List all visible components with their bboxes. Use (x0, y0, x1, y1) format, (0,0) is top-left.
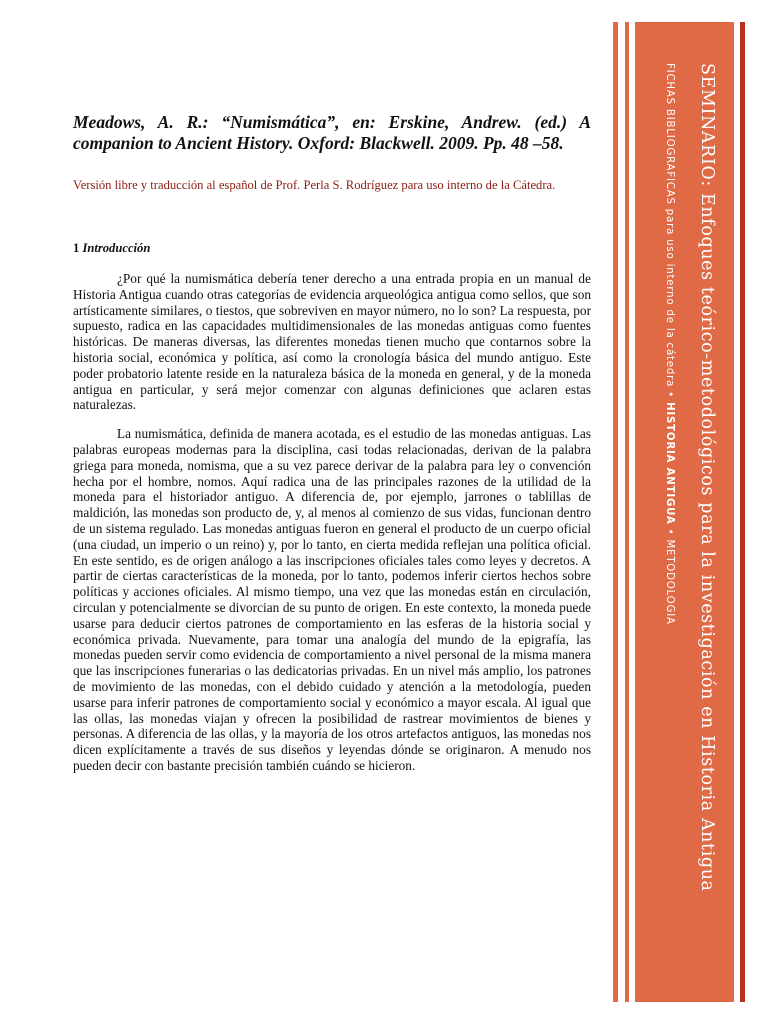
document-body (73, 112, 591, 787)
sidebar-subtitle-metodologia: METODOLOGIA (664, 539, 675, 625)
sidebar-seminar-title: SEMINARIO: Enfoques teórico-metodológicos para la investigación en Historia Antigua (697, 63, 717, 892)
sidebar-subtitle (664, 63, 675, 625)
sidebar-stripe-thin-1 (613, 22, 618, 1002)
sidebar-band-dark (740, 22, 745, 1002)
citation-title: Meadows, A. R.: “Numismática”, en: Erskine, Andrew. (ed.) A companion to Ancient History. Oxford: Blackwell. 2009. Pp. 48 –58. (73, 112, 591, 153)
section-number: 1 (73, 241, 80, 255)
translation-note: Versión libre y traducción al español de Prof. Perla S. Rodríguez para uso interno de la Cátedra. (73, 178, 556, 192)
sidebar-subtitle-historia: HISTORIA ANTIGUA (664, 402, 675, 525)
sidebar-separator-2: • (664, 524, 675, 540)
sidebar-band-main (635, 22, 734, 1002)
sidebar-subtitle-fichas: FICHAS BIBLIOGRAFICAS para uso interno de la cátedra (664, 63, 675, 388)
section-heading (73, 240, 591, 257)
paragraph-1: ¿Por qué la numismática debería tener derecho a una entrada propia en un manual de Historia Antigua cuando otras categorías de evidencia arqueológica antigua como sellos, que son artísticamente similares, o tiestos, que sobreviven en mayor número, no lo son? La respuesta, por supuesto, radica en las capacidades multidimensionales de las monedas antiguas como fuentes históricas. De maneras diversas, las diferentes monedas tienen mucho que contarnos sobre la historia social, económica y política, así como la cronología básica del mundo antiguo. Este poder probatorio latente reside en la naturaleza básica de la moneda en general, y de la moneda antigua en particular, y será mejor comenzar con algunas definiciones que aclaren estas naturalezas. (73, 271, 591, 413)
paragraph-2: La numismática, definida de manera acotada, es el estudio de las monedas antiguas. Las palabras europeas modernas para la disciplina, casi todas relacionadas, derivan de la palabra griega para moneda, nomisma, que a su vez parece derivar de la palabra para ley o convención hecha por el hombre, nomos. Aquí radica una de las principales razones de la utilidad de la moneda para el historiador antiguo. A diferencia de, por ejemplo, jarrones o tablillas de maldición, las monedas son producto de, y, al menos al comienzo de sus vidas, funcionan dentro de un sistema regulado. Las monedas antiguas fueron en general el producto de un cuerpo oficial (una ciudad, un imperio o un reino) y, por lo tanto, en cierta medida reflejan una política oficial. En este sentido, es de origen análogo a las inscripciones oficiales tales como leyes y decretos. A partir de ciertas características de la moneda, por lo tanto, podemos inferir ciertos hechos sobre políticas y acciones oficiales. Al mismo tiempo, una vez que las monedas están en circulación, circulan y potencialmente se divorcian de su punto de origen. En este contexto, la moneda puede usarse para deducir ciertos patrones de comportamiento en las esferas de la historia social y económica privada. Nuevamente, para tomar una analogía del mundo de la epigrafía, las monedas pueden servir como evidencia de comportamiento a nivel personal de la misma manera que las inscripciones funerarias o las dedicatorias privadas. En un nivel más amplio, los patrones de movimiento de las monedas, con el debido cuidado y atención a la metodología, pueden usarse para inferir patrones de comportamiento social y económico a mayor escala. Al igual que las ollas, las monedas viajan y ofrecen la posibilidad de rastrear movimientos de bienes y personas. A diferencia de las ollas, y la mayoría de los otros artefactos antiguos, las monedas nos dicen explícitamente a través de sus diseños y leyendas dónde se originaron. A menudo nos pueden decir con bastante precisión también cuándo se hicieron. (73, 426, 591, 773)
section-title: Introducción (82, 241, 151, 255)
sidebar-stripe-thin-2 (625, 22, 629, 1002)
sidebar-separator-1: • (664, 387, 675, 403)
